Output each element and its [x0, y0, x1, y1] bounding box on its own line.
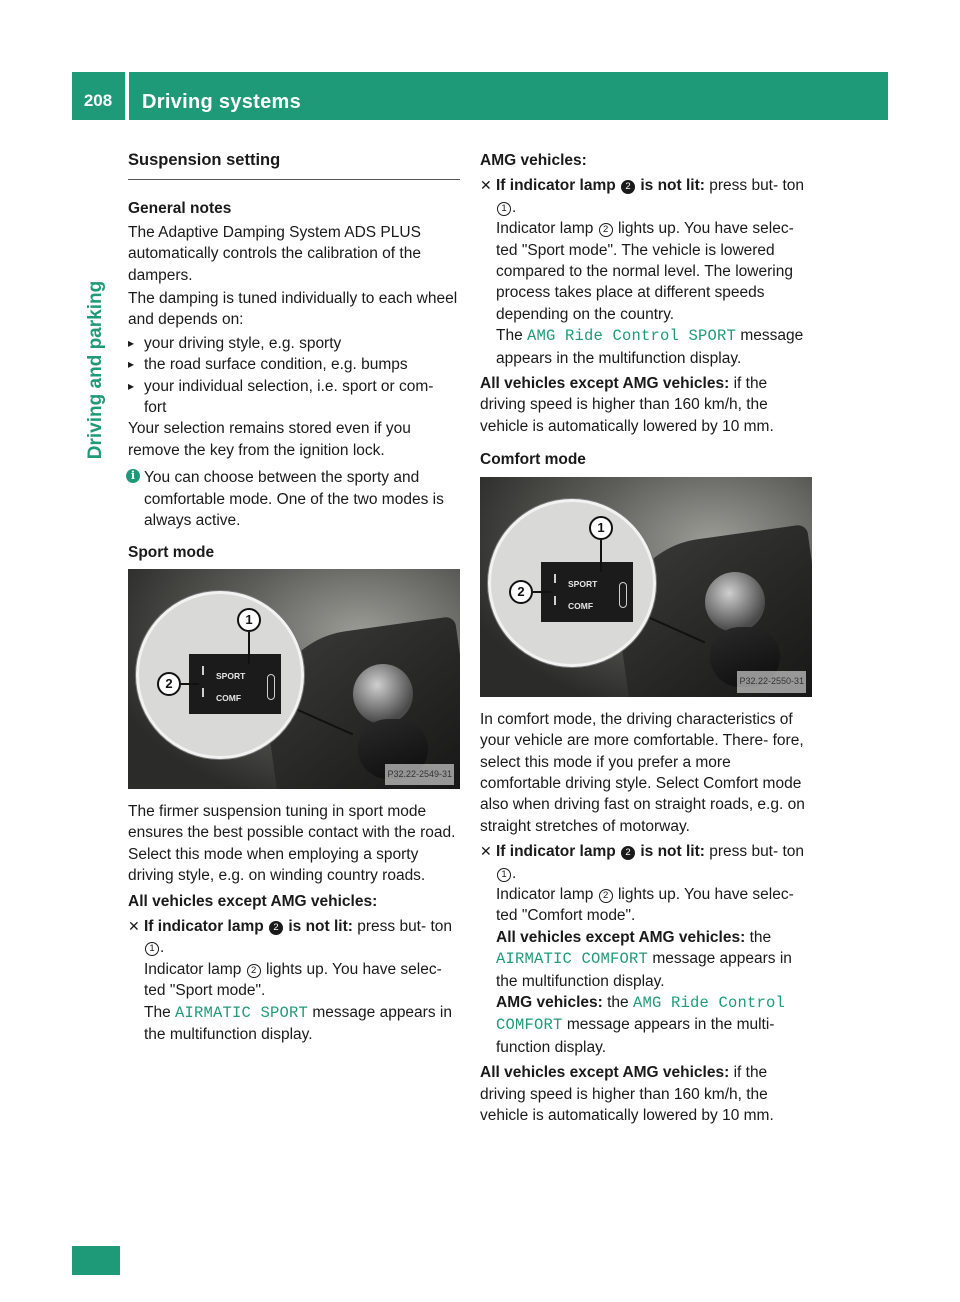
callout-1: 1 [589, 516, 613, 540]
general-paragraph-1: The Adaptive Damping System ADS PLUS automatically controls the calibration of the dampers. [128, 223, 421, 284]
photo-reference: P32.22-2550-31 [737, 671, 806, 692]
display-message: AIRMATIC COMFORT [496, 950, 649, 969]
paragraph-bold: All vehicles except AMG vehicles: [480, 1064, 730, 1082]
instruction-step: ✕ If indicator lamp 2 is not lit: press but- ton 1 . Indicator lamp 2 lights up. You have selec- ted "Sport mode". The vehicle is lowered compared to the normal level. The lowering process takes place at different speeds depending on the country. The AMG Ride Control SPORT message appears in the multifunction display. [480, 177, 805, 367]
list-item: ▸ your driving style, e.g. sporty [128, 333, 460, 354]
label-comf: COMF [568, 600, 594, 611]
all-except-amg-title: All vehicles except AMG vehicles: [128, 892, 378, 910]
step-text: message appears in the multifunction display. [144, 1003, 452, 1043]
step-text: Indicator lamp [144, 960, 242, 978]
lamp-marker: 2 [599, 223, 613, 237]
step-bold: is not lit: [640, 843, 705, 861]
comfort-paragraph: In comfort mode, the driving characteristics of your vehicle are more comfortable. There- fore, select this mode if you prefer a more comfortable driving style. Select Comfort mode also when driving fast on straight roads, e.g. on straight stretches of motorway. [480, 710, 805, 835]
step-text: Indicator lamp [496, 220, 594, 238]
step-text: lights up. You have selec- ted "Sport mode". [144, 960, 442, 1000]
right-column [480, 150, 812, 1128]
step-text: message appears in the multifunction display. [496, 950, 792, 990]
step-arrow-icon: ✕ [480, 843, 492, 860]
zoom-lens [488, 499, 656, 667]
header-divider [125, 72, 129, 120]
paragraph-bold: All vehicles except AMG vehicles: [480, 375, 730, 393]
suspension-icon [619, 582, 627, 608]
side-tab-block [72, 1246, 120, 1275]
general-paragraph-2: The damping is tuned individually to each wheel and depends on: [128, 290, 458, 329]
side-label: Driving and parking [85, 280, 106, 460]
step-bold: is not lit: [288, 917, 353, 935]
suspension-icon [267, 674, 275, 700]
step-bold: If indicator lamp [496, 843, 616, 861]
lamp-marker: 2 [269, 921, 283, 935]
step-arrow-icon: ✕ [128, 917, 140, 934]
callout-line [600, 540, 602, 572]
sport-mode-title: Sport mode [128, 543, 215, 561]
step-text: press but- ton [709, 843, 805, 861]
label-comf: COMF [216, 692, 242, 703]
step-arrow-icon: ✕ [480, 177, 492, 194]
comfort-mode-title: Comfort mode [480, 451, 586, 469]
callout-line [533, 591, 551, 593]
page-number: 208 [83, 91, 113, 110]
lamp-marker: 2 [599, 889, 613, 903]
step-bold: All vehicles except AMG vehicles: [496, 928, 746, 946]
step-text: The [496, 327, 523, 345]
callout-2: 2 [157, 672, 181, 696]
paragraph-text: if the driving speed is higher than 160 km/h, the vehicle is automatically lowered by 10 mm. [480, 375, 774, 435]
lowering-paragraph [480, 373, 812, 437]
step-text: Indicator lamp [496, 885, 594, 903]
step-text: lights up. You have selec- ted "Comfort mode". [496, 885, 794, 925]
amg-vehicles-title: AMG vehicles: [480, 152, 587, 169]
comfort-mode-photo [480, 477, 812, 697]
callout-line [181, 683, 199, 685]
display-message: AMG Ride Control SPORT [527, 327, 737, 346]
button-marker: 1 [497, 202, 511, 216]
final-lowering-paragraph [480, 1062, 812, 1126]
step-text: press but- ton [709, 177, 805, 195]
section-title: Driving systems [142, 91, 302, 113]
header-bar [72, 72, 888, 120]
step-bold: AMG vehicles: [496, 993, 603, 1011]
instruction-step: ✕ If indicator lamp 2 is not lit: press but- ton 1 . Indicator lamp 2 lights up. You have selec- ted "Comfort mode". All vehicles except AMG vehicles: the AIRMATIC COMFORT message appears in the multifunction display. AMG vehicles: the AMG Ride Control COMFORT message appears in the multi- function display. [480, 843, 805, 1056]
step-text: press but- ton [357, 917, 453, 935]
indicator-lamp-comf [554, 596, 556, 605]
paragraph-text: if the driving speed is higher than 160 km/h, the vehicle is automatically lowered by 10 mm. [480, 1064, 774, 1124]
left-column [128, 150, 460, 1045]
step-text: the [607, 993, 629, 1011]
info-note-text: You can choose between the sporty and comfortable mode. One of the two modes is always active. [144, 469, 444, 530]
suspension-heading: Suspension setting [128, 150, 460, 180]
indicator-lamp-sport [554, 574, 556, 583]
lamp-marker: 2 [247, 964, 261, 978]
label-sport: SPORT [216, 670, 246, 681]
photo-reference: P32.22-2549-31 [385, 764, 454, 785]
lamp-marker: 2 [621, 846, 635, 860]
controller-knob [705, 572, 765, 632]
step-text: the [749, 928, 772, 946]
step-text: lights up. You have selec- ted "Sport mode". The vehicle is lowered compared to the normal level. The lowering process takes place at different speeds depending on the country. [496, 220, 794, 323]
general-paragraph-3: Your selection remains stored even if you remove the key from the ignition lock. [128, 420, 411, 459]
lamp-marker: 2 [621, 180, 635, 194]
callout-1: 1 [237, 608, 261, 632]
display-message: AMG Ride Control COMFORT [496, 993, 786, 1035]
sport-mode-photo [128, 569, 460, 789]
step-bold: If indicator lamp [144, 917, 264, 935]
step-bold: is not lit: [640, 177, 705, 195]
sport-paragraph: The firmer suspension tuning in sport mode ensures the best possible contact with the road. Select this mode when employing a sporty driving style, e.g. on winding country roads. [128, 802, 456, 885]
general-notes-title: General notes [128, 200, 232, 218]
step-text: The [144, 1003, 171, 1021]
label-sport: SPORT [568, 578, 598, 589]
step-text: message appears in the multi- function display. [496, 1016, 775, 1056]
step-text: message appears in the multifunction display. [496, 327, 804, 367]
list-item: ▸ the road surface condition, e.g. bumps [128, 354, 460, 375]
callout-line [248, 632, 250, 664]
indicator-lamp-sport [202, 666, 204, 675]
controller-knob [353, 664, 413, 724]
step-bold: If indicator lamp [496, 177, 616, 195]
button-marker: 1 [497, 868, 511, 882]
list-item: ▸ your individual selection, i.e. sport or com- fort [128, 376, 460, 419]
info-note [128, 467, 460, 531]
button-marker: 1 [145, 942, 159, 956]
info-icon: i [126, 469, 140, 483]
zoom-lens [136, 591, 304, 759]
display-message: AIRMATIC SPORT [175, 1003, 309, 1022]
instruction-step: ✕ If indicator lamp 2 is not lit: press but- ton 1 . Indicator lamp 2 lights up. You have selec- ted "Sport mode". The AIRMATIC SPORT message appears in the multifunction display. [128, 917, 453, 1043]
indicator-lamp-comf [202, 688, 204, 697]
callout-2: 2 [509, 580, 533, 604]
